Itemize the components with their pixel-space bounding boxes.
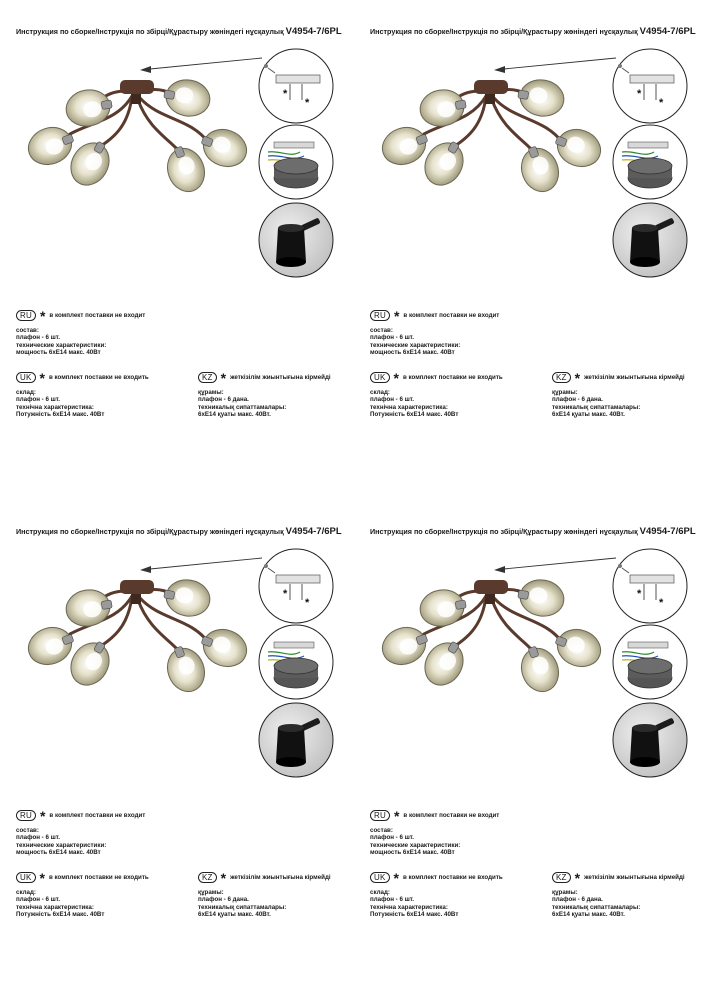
spec-line: склад: xyxy=(16,389,36,396)
star-icon: * xyxy=(220,869,227,886)
not-included-note: жеткізілім жиынтығына кірмейді xyxy=(230,873,331,881)
svg-text:*: * xyxy=(305,97,310,109)
language-badge-ru: RU xyxy=(16,810,36,821)
spec-line: құрамы: xyxy=(552,889,578,896)
lamp-shade xyxy=(23,121,79,171)
wiring-detail xyxy=(613,625,687,699)
instruction-panel xyxy=(0,0,353,500)
star-icon: * xyxy=(393,307,400,324)
section-ru xyxy=(16,807,146,857)
language-badge-kz: KZ xyxy=(198,372,217,383)
model-number: V4954-7/6PL xyxy=(285,26,342,37)
spec-line: техникалық сипаттамалары: xyxy=(198,903,287,911)
svg-text:*: * xyxy=(637,588,642,600)
title-text: Инструкция по сборке/Інструкція по збірці/Құрастыру жөніндегі нұсқаулық xyxy=(370,27,638,36)
not-included-note: в комплект поставки не входит xyxy=(403,811,500,819)
not-included-note: в комплект поставки не входить xyxy=(48,373,149,381)
lamp-shade xyxy=(550,623,606,673)
star-icon: * xyxy=(39,869,45,886)
not-included-note: в комплект поставки не входит xyxy=(403,311,500,319)
lamp-shade xyxy=(63,586,115,629)
socket-detail xyxy=(613,203,687,277)
language-badge-uk: UK xyxy=(16,872,36,883)
spec-line: технические характеристики: xyxy=(16,341,107,349)
not-included-note: жеткізілім жиынтығына кірмейді xyxy=(584,873,685,881)
lamp-shade xyxy=(515,576,567,619)
not-included-note: в комплект поставки не входит xyxy=(49,311,146,319)
section-kz xyxy=(198,869,331,919)
spec-line: 6хЕ14 қуаты макс. 40Вт. xyxy=(198,411,271,419)
spec-line: состав: xyxy=(16,827,39,834)
language-badge-uk: UK xyxy=(16,372,36,383)
ceiling-canopy xyxy=(120,80,154,94)
spec-line: состав: xyxy=(370,327,393,334)
spec-line: Потужність 6хЕ14 макс. 40Вт xyxy=(16,411,105,419)
chandelier-illustration xyxy=(0,0,353,300)
spec-line: технические характеристики: xyxy=(370,341,461,349)
title-text: Инструкция по сборке/Інструкція по збірці/Құрастыру жөніндегі нұсқаулық xyxy=(370,527,638,536)
language-badge-uk: UK xyxy=(370,372,390,383)
language-badge-ru: RU xyxy=(370,810,390,821)
spec-line: состав: xyxy=(370,827,393,834)
socket-detail xyxy=(613,703,687,777)
pointer-arrow xyxy=(504,558,616,569)
spec-line: плафон - 6 шт. xyxy=(370,896,414,904)
language-badge-kz: KZ xyxy=(552,872,571,883)
spec-line: плафон - 6 дана. xyxy=(552,396,603,404)
lamp-shade xyxy=(63,86,115,129)
not-included-note: жеткізілім жиынтығына кірмейді xyxy=(584,373,685,381)
instruction-panel xyxy=(0,500,353,1000)
chandelier-illustration xyxy=(354,0,707,300)
spec-line: 6хЕ14 қуаты макс. 40Вт. xyxy=(552,911,625,919)
pointer-arrow xyxy=(504,58,616,69)
star-icon: * xyxy=(39,307,46,324)
lamp-shade xyxy=(417,86,469,129)
not-included-note: в комплект поставки не входит xyxy=(49,811,146,819)
star-icon: * xyxy=(574,369,581,386)
svg-text:*: * xyxy=(283,588,288,600)
spec-line: склад: xyxy=(370,889,390,896)
wiring-detail xyxy=(259,125,333,199)
spec-line: технічна характеристика: xyxy=(370,403,448,411)
spec-line: технічна характеристика: xyxy=(370,903,448,911)
spec-line: плафон - 6 шт. xyxy=(16,896,60,904)
lamp-shade xyxy=(161,641,211,697)
model-number: V4954-7/6PL xyxy=(285,526,342,537)
wiring-detail xyxy=(613,125,687,199)
mounting-bracket-detail xyxy=(613,49,687,123)
spec-line: техникалық сипаттамалары: xyxy=(198,403,287,411)
spec-line: плафон - 6 шт. xyxy=(370,834,414,842)
spec-line: 6хЕ14 қуаты макс. 40Вт. xyxy=(552,411,625,419)
language-badge-kz: KZ xyxy=(198,872,217,883)
spec-line: плафон - 6 дана. xyxy=(198,396,249,404)
language-badge-kz: KZ xyxy=(552,372,571,383)
spec-line: технічна характеристика: xyxy=(16,903,94,911)
spec-line: мощность 6хЕ14 макс. 40Вт xyxy=(16,349,101,357)
language-badge-ru: RU xyxy=(16,310,36,321)
language-badge-uk: UK xyxy=(370,872,390,883)
spec-line: плафон - 6 шт. xyxy=(370,396,414,404)
star-icon: * xyxy=(393,807,400,824)
spec-line: плафон - 6 шт. xyxy=(16,834,60,842)
model-number: V4954-7/6PL xyxy=(639,26,696,37)
section-uk xyxy=(16,869,149,919)
socket-detail xyxy=(259,203,333,277)
ceiling-canopy xyxy=(474,580,508,594)
svg-text:*: * xyxy=(305,597,310,609)
lamp-shade xyxy=(550,123,606,173)
spec-line: технические характеристики: xyxy=(16,841,107,849)
spec-line: плафон - 6 шт. xyxy=(16,396,60,404)
spec-line: техникалық сипаттамалары: xyxy=(552,903,641,911)
not-included-note: в комплект поставки не входить xyxy=(48,873,149,881)
not-included-note: жеткізілім жиынтығына кірмейді xyxy=(230,373,331,381)
title-text: Инструкция по сборке/Інструкція по збірці/Құрастыру жөніндегі нұсқаулық xyxy=(16,27,284,36)
language-badge-ru: RU xyxy=(370,310,390,321)
spec-line: состав: xyxy=(16,327,39,334)
svg-text:*: * xyxy=(637,88,642,100)
section-ru xyxy=(370,807,500,857)
instruction-panel xyxy=(354,500,707,1000)
spec-line: плафон - 6 шт. xyxy=(370,334,414,342)
svg-text:*: * xyxy=(283,88,288,100)
svg-text:*: * xyxy=(659,97,664,109)
chandelier-illustration xyxy=(0,500,353,800)
spec-line: Потужність 6хЕ14 макс. 40Вт xyxy=(370,411,459,419)
section-uk xyxy=(16,369,149,419)
lamp-shade xyxy=(377,621,433,671)
lamp-shade xyxy=(196,623,252,673)
mounting-bracket-detail xyxy=(259,549,333,623)
spec-line: құрамы: xyxy=(198,889,224,896)
title-text: Инструкция по сборке/Інструкція по збірці/Құрастыру жөніндегі нұсқаулық xyxy=(16,527,284,536)
spec-line: склад: xyxy=(370,389,390,396)
section-ru xyxy=(370,307,500,357)
lamp-shade xyxy=(161,576,213,619)
section-kz xyxy=(552,869,685,919)
star-icon: * xyxy=(39,369,45,386)
lamp-shade xyxy=(417,586,469,629)
spec-line: склад: xyxy=(16,889,36,896)
spec-line: технические характеристики: xyxy=(370,841,461,849)
lamp-shade xyxy=(377,121,433,171)
star-icon: * xyxy=(574,869,581,886)
star-icon: * xyxy=(220,369,227,386)
lamp-shade xyxy=(161,141,211,197)
lamp-shade xyxy=(23,621,79,671)
spec-line: 6хЕ14 қуаты макс. 40Вт. xyxy=(198,911,271,919)
section-kz xyxy=(198,369,331,419)
not-included-note: в комплект поставки не входить xyxy=(402,373,503,381)
spec-line: мощность 6хЕ14 макс. 40Вт xyxy=(370,849,455,857)
ceiling-canopy xyxy=(474,80,508,94)
spec-line: плафон - 6 дана. xyxy=(552,896,603,904)
instruction-panel xyxy=(354,0,707,500)
star-icon: * xyxy=(393,369,399,386)
spec-line: плафон - 6 шт. xyxy=(16,334,60,342)
pointer-arrow xyxy=(150,58,262,69)
mounting-bracket-detail xyxy=(259,49,333,123)
not-included-note: в комплект поставки не входить xyxy=(402,873,503,881)
socket-detail xyxy=(259,703,333,777)
section-ru xyxy=(16,307,146,357)
pointer-arrow xyxy=(150,558,262,569)
section-uk xyxy=(370,869,503,919)
star-icon: * xyxy=(39,807,46,824)
mounting-bracket-detail xyxy=(613,549,687,623)
lamp-shade xyxy=(161,76,213,119)
spec-line: мощность 6хЕ14 макс. 40Вт xyxy=(370,349,455,357)
lamp-shade xyxy=(515,76,567,119)
section-uk xyxy=(370,369,503,419)
spec-line: плафон - 6 дана. xyxy=(198,896,249,904)
spec-line: Потужність 6хЕ14 макс. 40Вт xyxy=(16,911,105,919)
spec-line: Потужність 6хЕ14 макс. 40Вт xyxy=(370,911,459,919)
wiring-detail xyxy=(259,625,333,699)
svg-text:*: * xyxy=(659,597,664,609)
model-number: V4954-7/6PL xyxy=(639,526,696,537)
ceiling-canopy xyxy=(120,580,154,594)
lamp-shade xyxy=(515,641,565,697)
lamp-shade xyxy=(515,141,565,197)
chandelier-illustration xyxy=(354,500,707,800)
spec-line: мощность 6хЕ14 макс. 40Вт xyxy=(16,849,101,857)
star-icon: * xyxy=(393,869,399,886)
spec-line: технічна характеристика: xyxy=(16,403,94,411)
lamp-shade xyxy=(196,123,252,173)
spec-line: техникалық сипаттамалары: xyxy=(552,403,641,411)
spec-line: құрамы: xyxy=(198,389,224,396)
spec-line: құрамы: xyxy=(552,389,578,396)
section-kz xyxy=(552,369,685,419)
